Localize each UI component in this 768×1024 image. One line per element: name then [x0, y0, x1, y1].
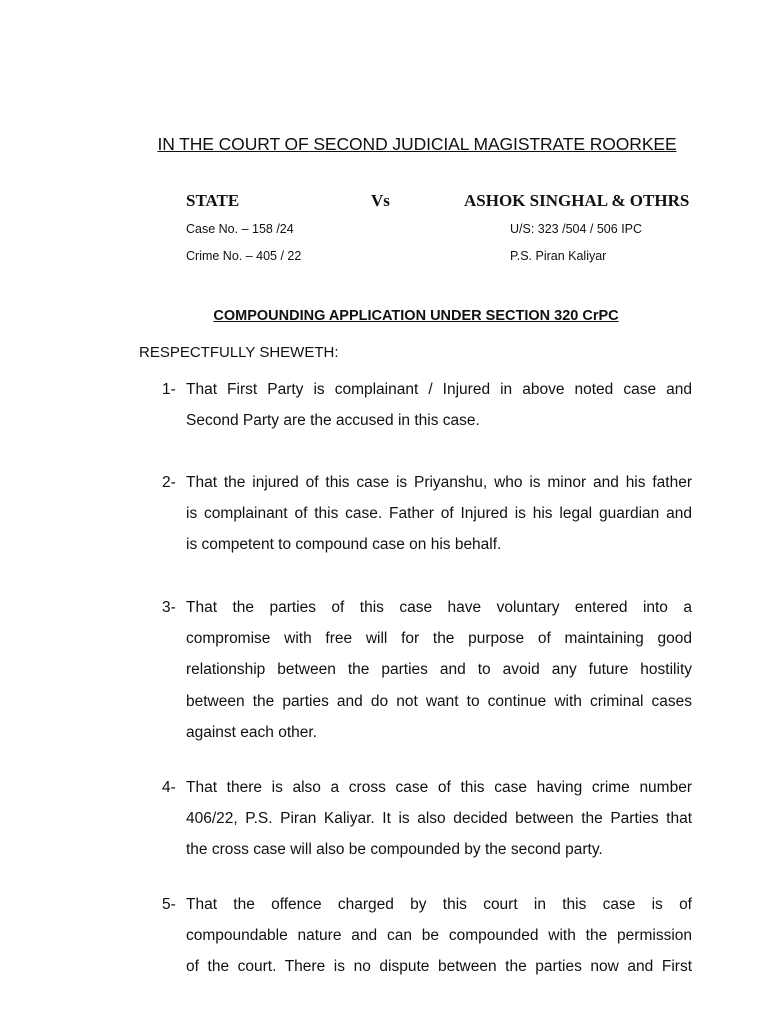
- paragraph-4: [160, 772, 692, 866]
- court-title: IN THE COURT OF SECOND JUDICIAL MAGISTRATE ROORKEE: [157, 134, 677, 154]
- paragraph-number: 5-: [162, 896, 176, 913]
- paragraph-line: compromise with free will for the purpose of maintaining good: [186, 630, 692, 648]
- application-title: COMPOUNDING APPLICATION UNDER SECTION 320 CrPC: [213, 308, 619, 324]
- police-station: P.S. Piran Kaliyar: [510, 249, 607, 263]
- paragraph-1: [160, 374, 692, 436]
- salutation: RESPECTFULLY SHEWETH:: [139, 344, 339, 361]
- case-number: Case No. – 158 /24: [186, 222, 294, 236]
- paragraph-line: relationship between the parties and to avoid any future hostility: [186, 661, 692, 679]
- paragraph-line: Second Party are the accused in this case.: [186, 412, 480, 430]
- paragraph-number: 2-: [162, 474, 176, 491]
- paragraph-line: 406/22, P.S. Piran Kaliyar. It is also decided between the Parties that: [186, 810, 692, 828]
- paragraph-line: between the parties and do not want to continue with criminal cases: [186, 692, 692, 710]
- paragraph-line: is complainant of this case. Father of Injured is his legal guardian and: [186, 505, 692, 523]
- paragraph-3: [160, 592, 692, 748]
- paragraph-line: of the court. There is no dispute between the parties now and First: [186, 958, 692, 976]
- paragraph-number: 3-: [162, 599, 176, 616]
- sections-charged: U/S: 323 /504 / 506 IPC: [510, 222, 643, 236]
- paragraph-2: [160, 467, 692, 561]
- crime-number: Crime No. – 405 / 22: [186, 249, 302, 263]
- paragraph-line: That the parties of this case have voluntary entered into a: [186, 599, 692, 616]
- paragraph-line: compoundable nature and can be compounded with the permission: [186, 927, 692, 945]
- paragraph-line: That the offence charged by this court in this case is of: [186, 896, 692, 913]
- party-state: STATE: [186, 191, 240, 210]
- party-accused: ASHOK SINGHAL & OTHRS: [464, 191, 690, 210]
- paragraph-line: That First Party is complainant / Injured in above noted case and: [186, 381, 692, 398]
- paragraph-number: 4-: [162, 779, 176, 796]
- versus-label: Vs: [371, 191, 390, 210]
- paragraph-line: That the injured of this case is Priyanshu, who is minor and his father: [186, 474, 692, 491]
- paragraph-5: [160, 889, 692, 983]
- paragraph-line: That there is also a cross case of this case having crime number: [186, 779, 692, 796]
- paragraph-number: 1-: [162, 381, 176, 398]
- paragraph-line: the cross case will also be compounded by the second party.: [186, 841, 603, 859]
- paragraph-line: against each other.: [186, 723, 317, 741]
- paragraph-line: is competent to compound case on his behalf.: [186, 536, 502, 554]
